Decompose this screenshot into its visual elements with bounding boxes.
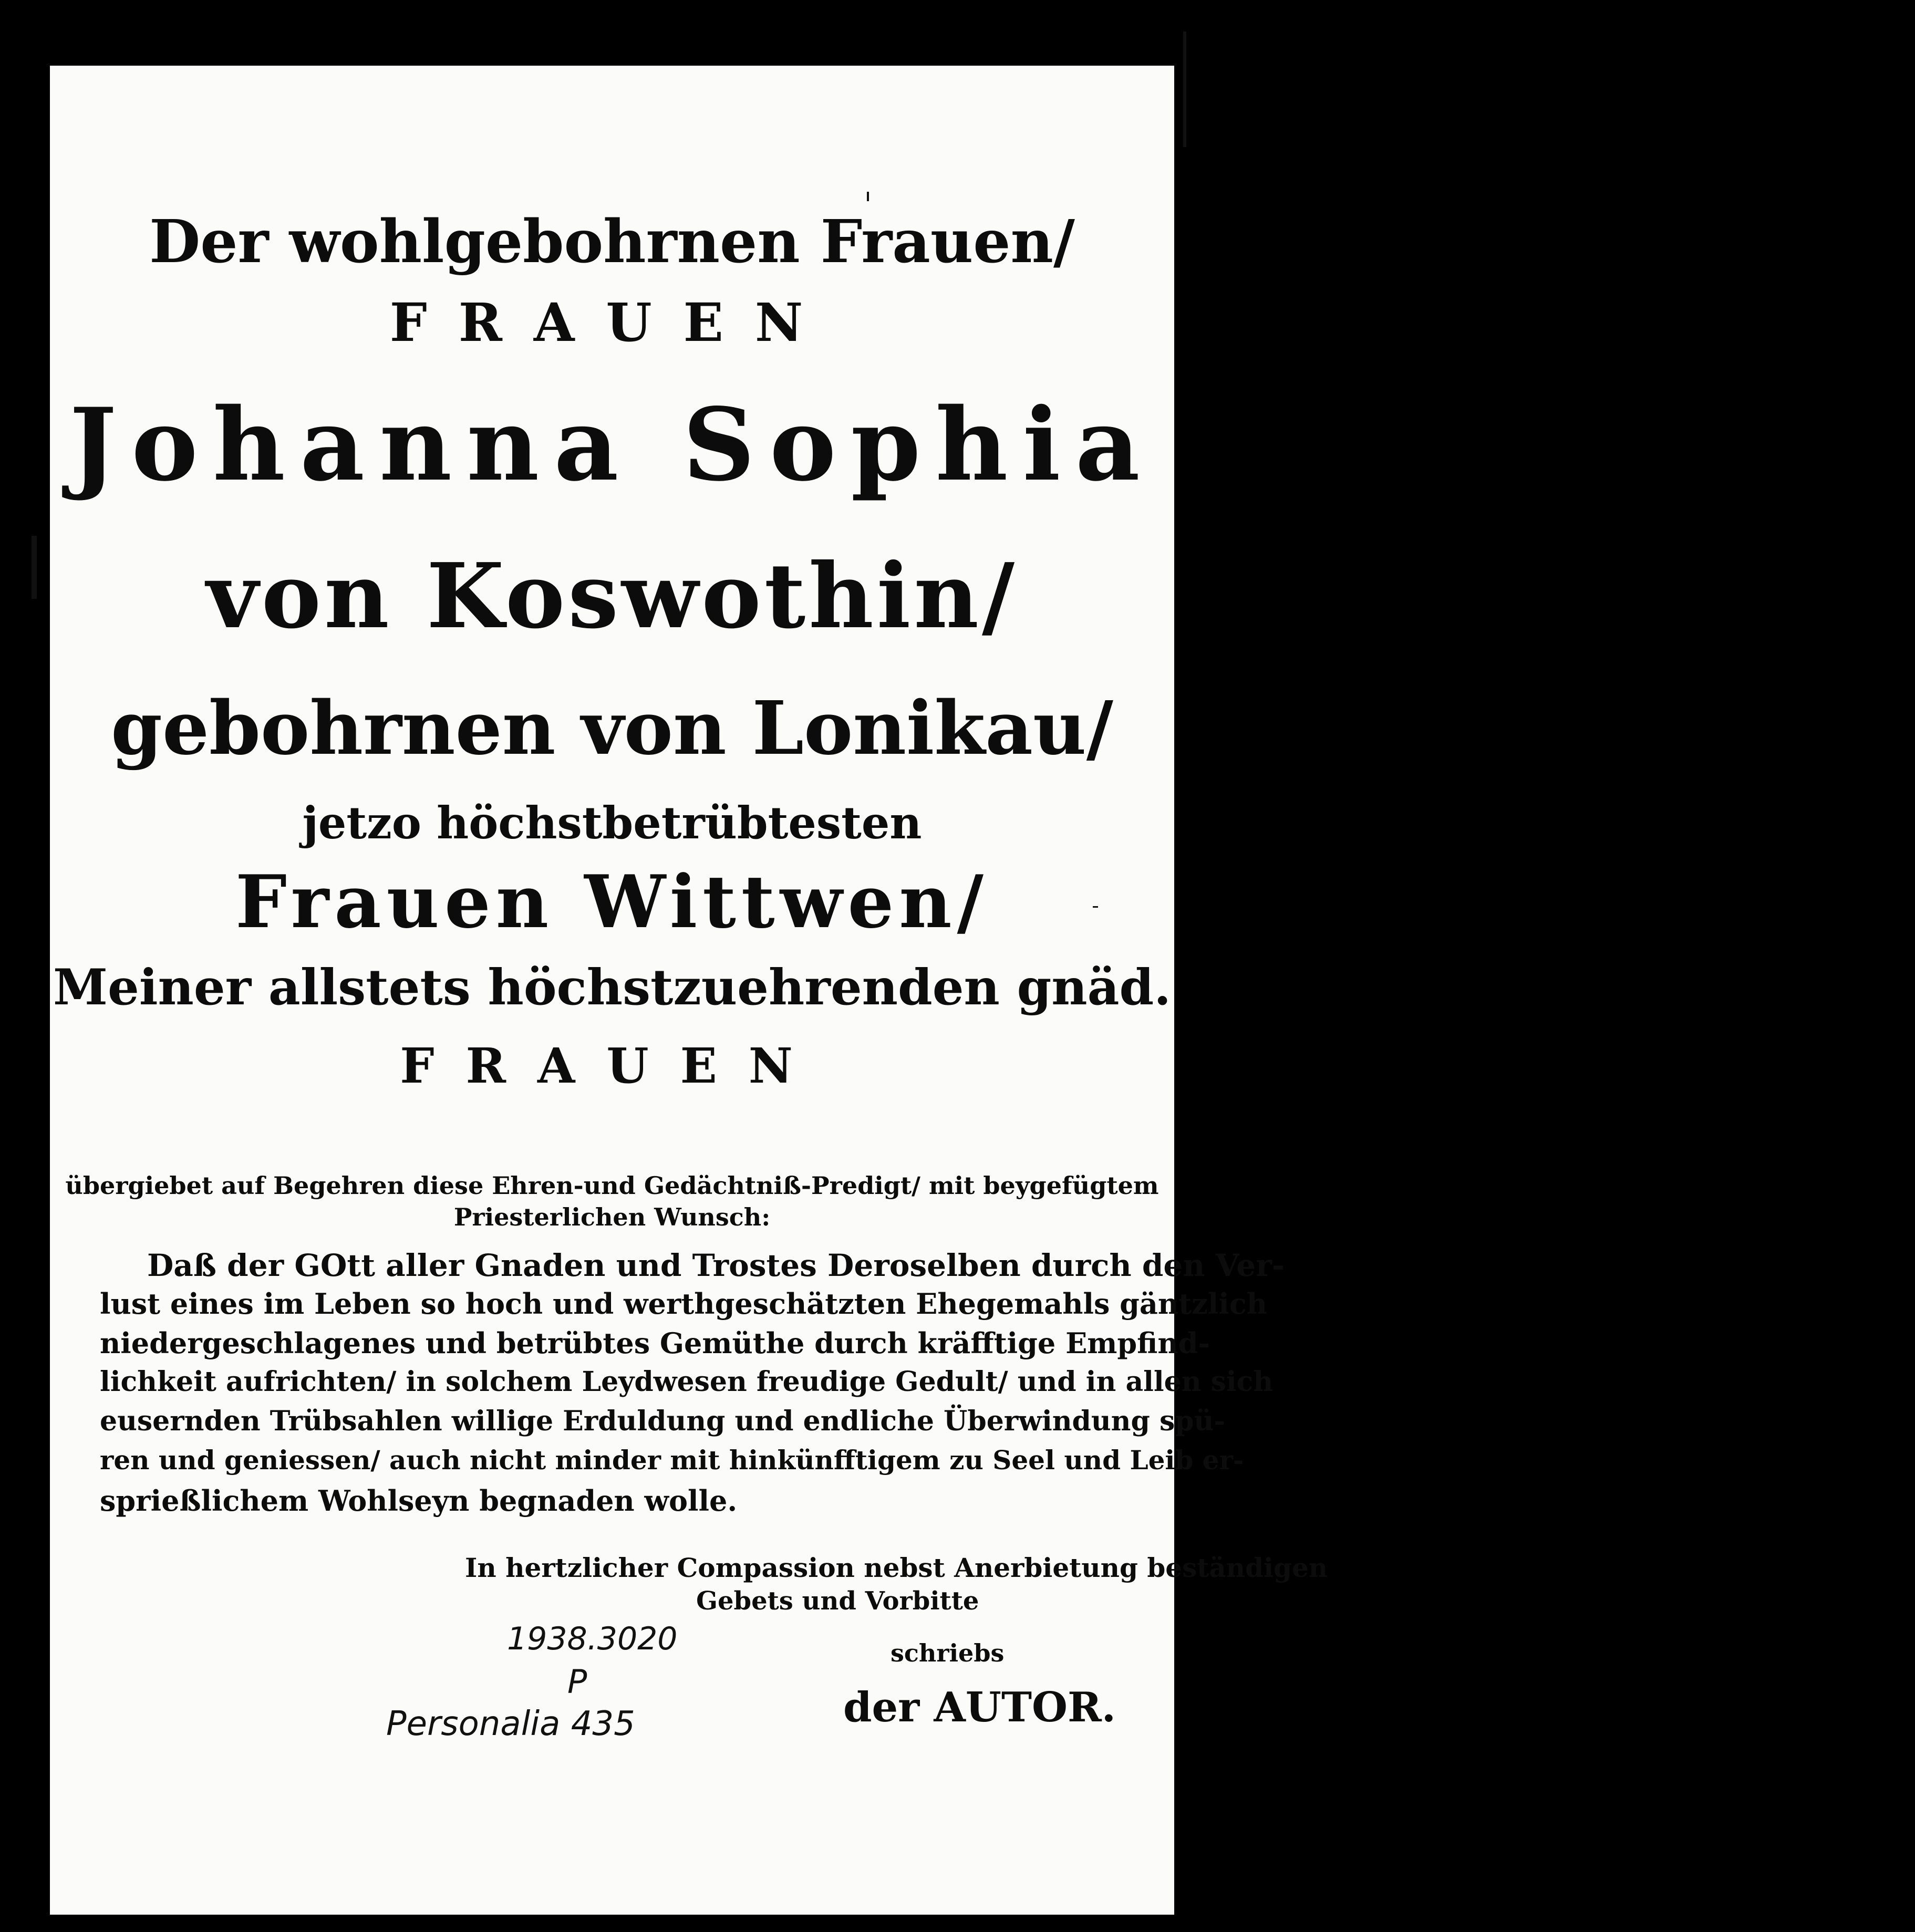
- wish-line-4: lichkeit aufrichten/ in solchem Leydwesen freudige Gedult/ und in allen sich: [100, 1366, 1274, 1398]
- signature-schriebs: schriebs: [891, 1639, 1005, 1667]
- wish-line-7: sprießlichem Wohlseyn begnaden wolle.: [100, 1484, 738, 1518]
- title-line-frauen-wittwen: Frauen Wittwen/: [235, 859, 989, 944]
- wish-line-2: lust eines im Leben so hoch und werthgeschätzten Ehegemahls gäntzlich: [100, 1287, 1267, 1321]
- title-line-jetzo: jetzo höchstbetrübtesten: [302, 797, 922, 849]
- wish-line-1: Daß der GOtt aller Gnaden und Trostes Deroselben durch den Ver-: [147, 1248, 1285, 1283]
- handwritten-collection: Personalia 435: [386, 1705, 635, 1743]
- speck-right: [1093, 906, 1098, 908]
- handwritten-shelfmark: 1938.3020: [507, 1621, 678, 1657]
- title-line-meiner: Meiner allstets höchstzuehrenden gnäd.: [53, 959, 1172, 1016]
- left-edge-rule: [32, 536, 37, 599]
- title-line-2: FRAUEN: [389, 292, 835, 354]
- document-page: [50, 66, 1328, 1915]
- title-line-frauen-closing: FRAUEN: [400, 1037, 824, 1094]
- title-line-1: Der wohlgebohrnen Frauen/: [149, 207, 1075, 276]
- closing-line-2: Gebets und Vorbitte: [696, 1586, 979, 1616]
- intro-line-2: Priesterlichen Wunsch:: [453, 1203, 771, 1231]
- wish-line-3: niedergeschlagenes und betrübtes Gemüthe durch kräfftige Empfind-: [100, 1326, 1210, 1360]
- title-name-koswothin: von Koswothin/: [206, 544, 1018, 649]
- handwritten-letter: P: [567, 1663, 587, 1701]
- right-edge-rule: [1183, 32, 1186, 147]
- signature-author: der AUTOR.: [843, 1684, 1116, 1731]
- wish-line-6: ren und geniessen/ auch nicht minder mit hinkünfftigem zu Seel und Leib er-: [100, 1445, 1244, 1476]
- title-name-johanna-sophia: Johanna Sophia: [69, 386, 1155, 503]
- title-birth-name: gebohrnen von Lonikau/: [111, 685, 1113, 772]
- closing-line-1: In hertzlicher Compassion nebst Anerbietung beständigen: [465, 1552, 1328, 1583]
- wish-line-5: eusernden Trübsahlen willige Erduldung und endliche Überwindung spü-: [100, 1405, 1225, 1437]
- speck-top: [867, 192, 869, 201]
- intro-line-1: übergiebet auf Begehren diese Ehren-und Gedächtniß-Predigt/ mit beygefügtem: [65, 1171, 1159, 1200]
